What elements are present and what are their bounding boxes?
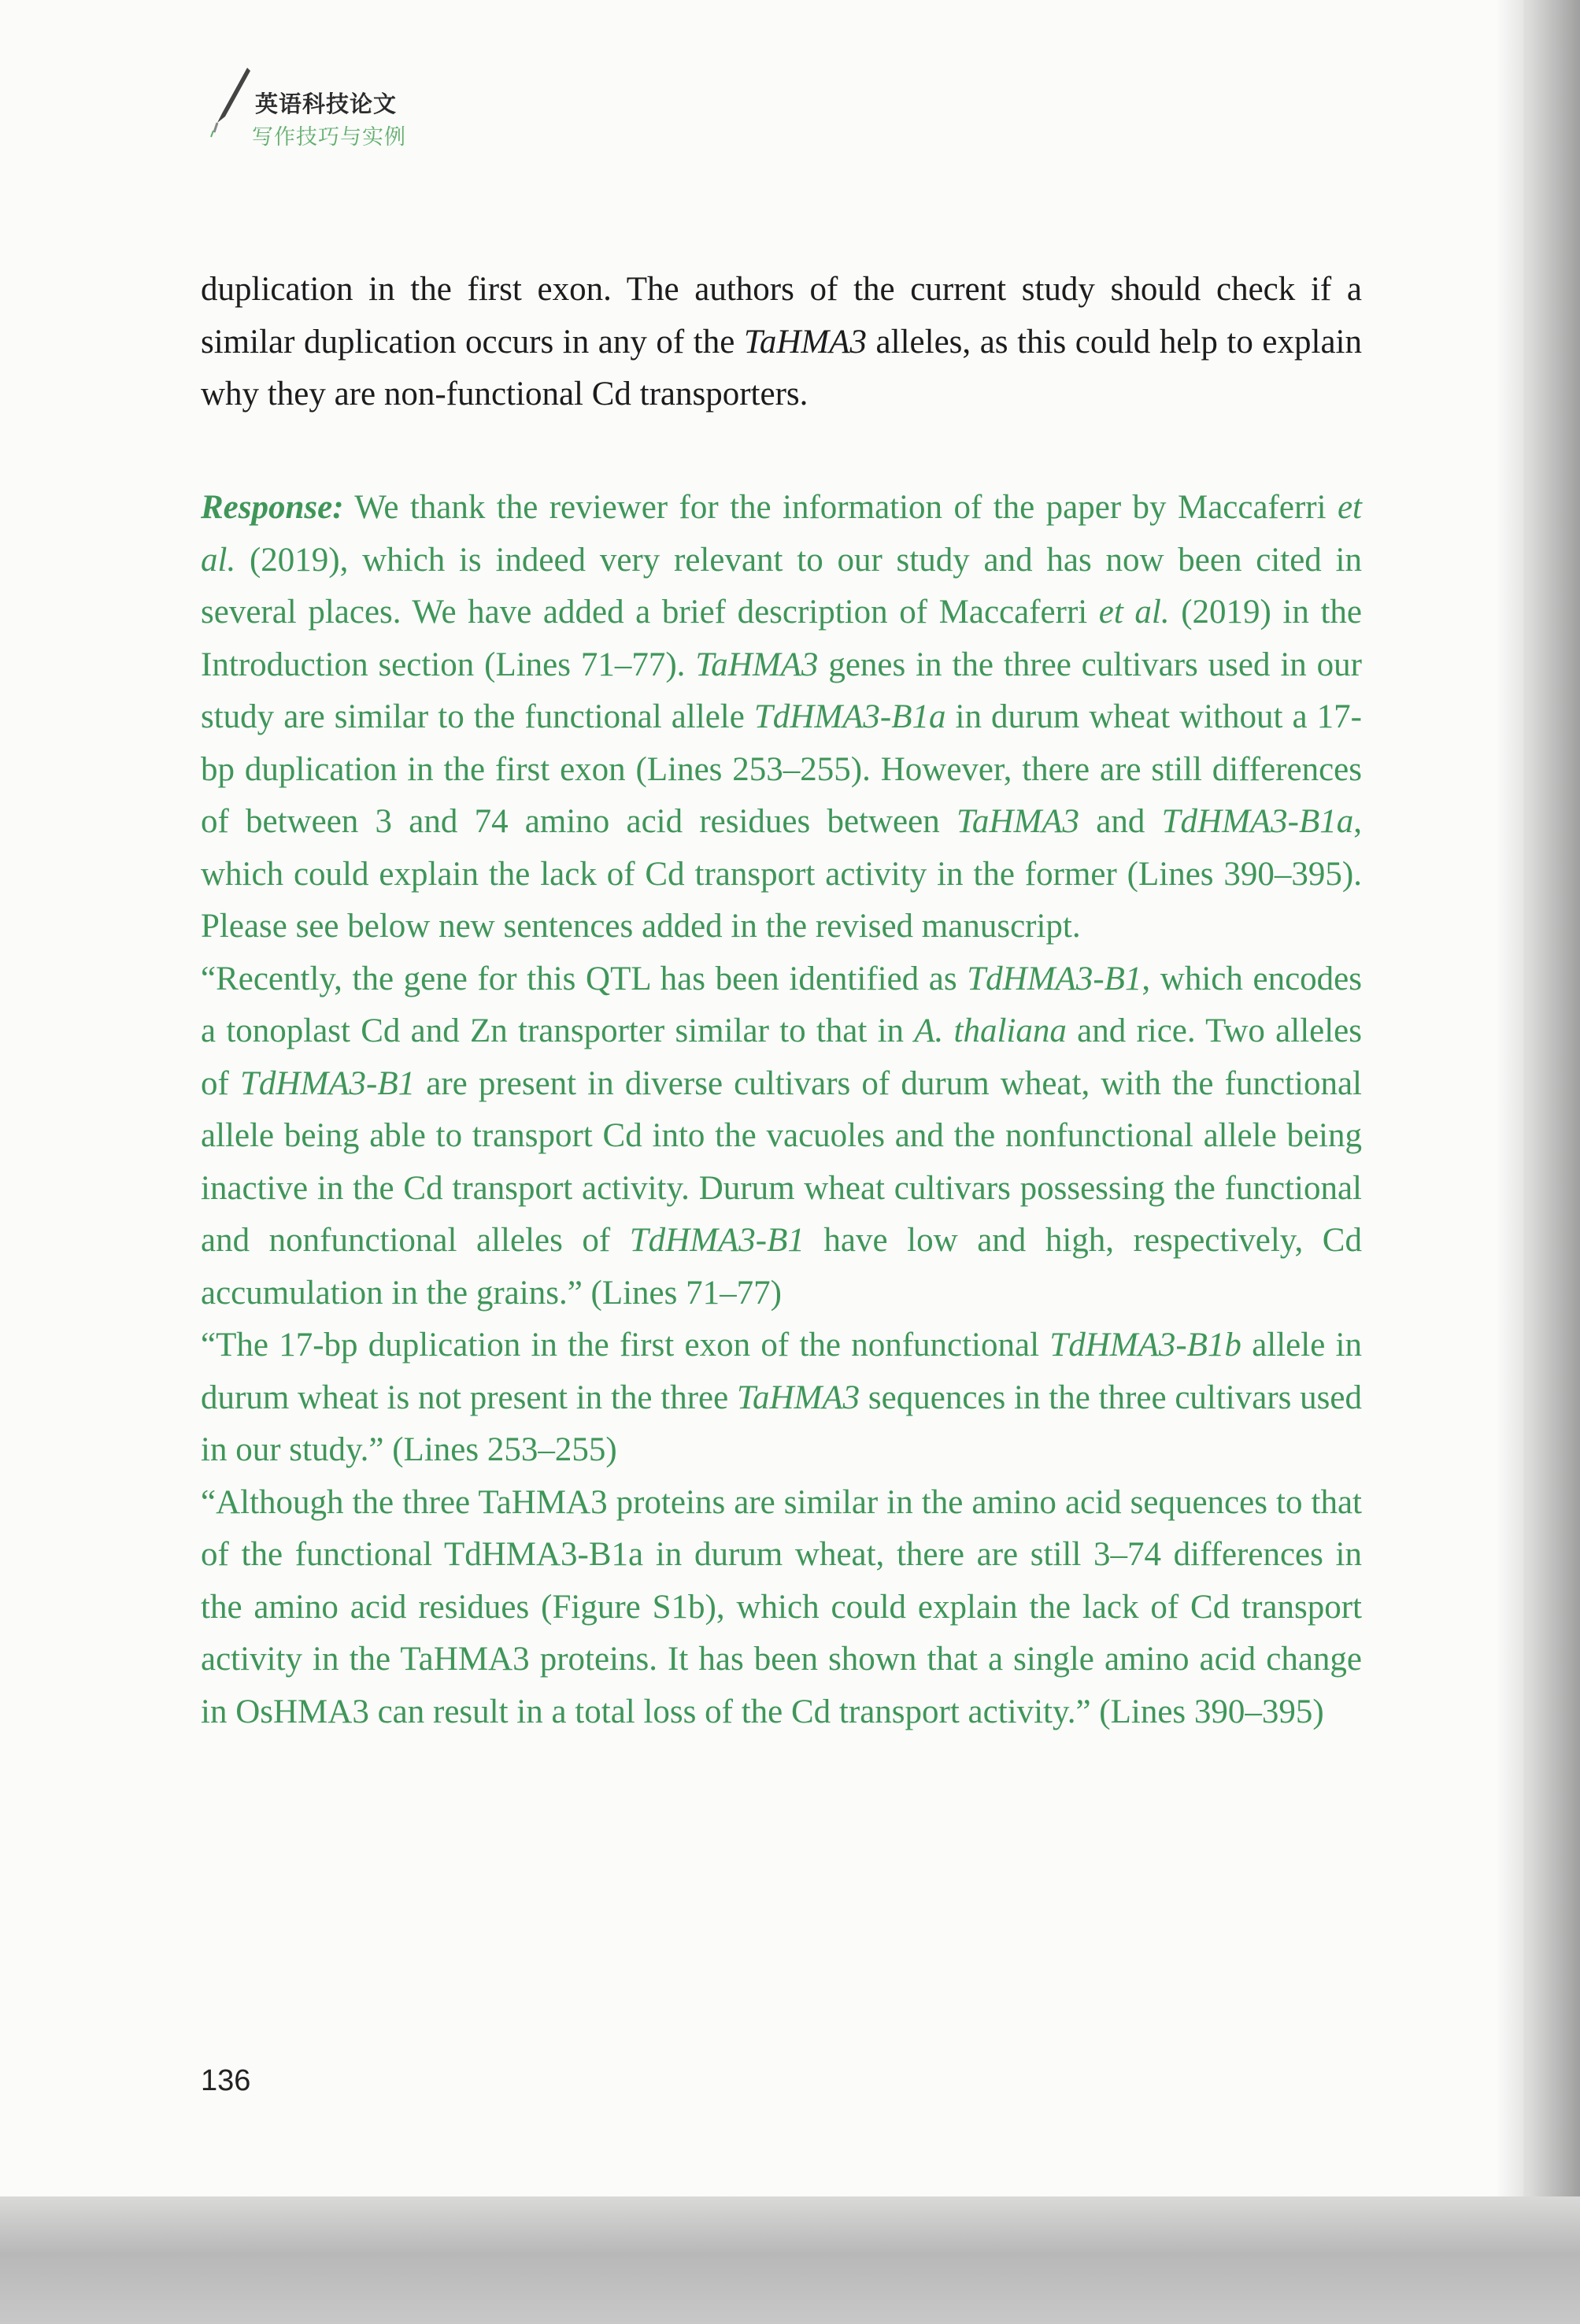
response-block xyxy=(201,482,1362,1738)
page-edge-shadow xyxy=(1496,0,1580,2324)
book-header-logo xyxy=(206,65,411,151)
reviewer-comment xyxy=(201,264,1362,421)
book-subtitle: 写作技巧与实例 xyxy=(252,125,406,150)
response-paragraph: Response: We thank the reviewer for the information of the paper by Maccaferri et al. (2019), which is indeed very relevant to our study and has now been cited in several places. We have added a brief description of Maccaferri et al. (2019) in the Introduction section (Lines 71–77). TaHMA3 genes in the three cultivars used in our study are similar to the functional allele TdHMA3-B1a in durum wheat without a 17-bp duplication in the first exon (Lines 253–255). However, there are still differences of between 3 and 74 amino acid residues between TaHMA3 and TdHMA3-B1a, which could explain the lack of Cd transport activity in the former (Lines 390–395). Please see below new sentences added in the revised manuscript. xyxy=(201,489,1362,945)
pen-icon xyxy=(206,65,253,143)
reviewer-comment-text: duplication in the first exon. The authors of the current study should check if a similar duplication occurs in any of the TaHMA3 alleles, as this could help to explain why they are non-functional Cd transporters. xyxy=(201,271,1362,413)
quote-introduction: “Recently, the gene for this QTL has been identified as TdHMA3-B1, which encodes a tonoplast Cd and Zn transporter similar to that in A. thaliana and rice. Two alleles of TdHMA3-B1 are present in diverse cultivars of durum wheat, with the functional allele being able to transport Cd into the vacuoles and the nonfunctional allele being inactive in the Cd transport activity. Durum wheat cultivars possessing the functional and nonfunctional alleles of TdHMA3-B1 have low and high, respectively, Cd accumulation in the grains.” (Lines 71–77) xyxy=(201,960,1363,1312)
quote-results: “The 17-bp duplication in the first exon of the nonfunctional TdHMA3-B1b allele in durum wheat is not present in the three TaHMA3 sequences in the three cultivars used in our study.” (Lines 253–255) xyxy=(201,1327,1363,1468)
response-label: Response: xyxy=(201,489,344,526)
quote-discussion: “Although the three TaHMA3 proteins are similar in the amino acid sequences to that of the functional TdHMA3-B1a in durum wheat, there are still 3–74 differences in the amino acid residues (Figure S1b), which could explain the lack of Cd transport activity in the TaHMA3 proteins. It has been shown that a single amino acid change in OsHMA3 can result in a total loss of the Cd transport activity.” (Lines 390–395) xyxy=(201,1483,1362,1730)
book-title: 英语科技论文 xyxy=(255,91,398,117)
scan-background xyxy=(0,2196,1580,2324)
page-number: 136 xyxy=(201,2064,251,2097)
